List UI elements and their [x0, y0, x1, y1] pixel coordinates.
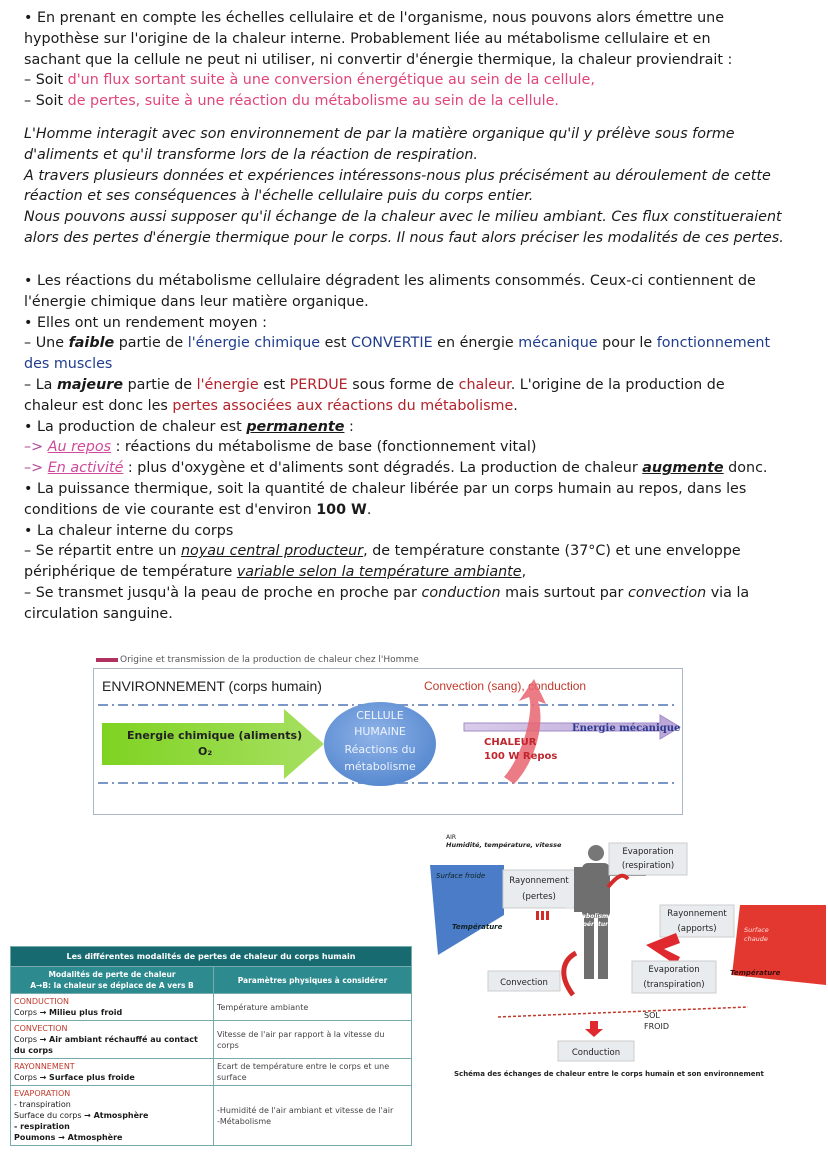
text-span: – Une: [24, 335, 69, 352]
text-span: périphérique de température: [24, 564, 237, 581]
text-span: chaleur est donc les: [24, 397, 173, 414]
highlight-text: En activité: [47, 460, 124, 477]
respiration-arrow: [608, 876, 628, 887]
box-label: Rayonnement: [509, 876, 569, 886]
heat-origin-svg: [94, 669, 682, 814]
emphasis-text: permanente: [246, 418, 345, 435]
ground-label: FROID: [644, 1022, 669, 1031]
table-row: [11, 1059, 412, 1086]
highlight-text: CONVERTIE: [351, 335, 433, 352]
text-span: donc.: [723, 460, 768, 477]
table-cell: [11, 1059, 214, 1086]
text-span: – Soit: [24, 72, 68, 89]
radiation-mark: [546, 911, 549, 920]
highlight-text: Au repos: [47, 439, 112, 456]
text-span: – La: [24, 376, 57, 393]
hot-surface-label: Surface: [744, 926, 769, 934]
ips-label: IPS: [565, 906, 573, 912]
cell-text: -Métabolisme: [217, 1116, 272, 1126]
env-label: ENVIRONNEMENT (corps humain): [102, 678, 322, 694]
text-span: : plus d'oxygène et d'aliments sont dégradés. La production de chaleur: [123, 460, 643, 477]
text-span: mais surtout par: [500, 584, 628, 601]
chemical-energy-arrow: [102, 709, 324, 779]
box-label: (respiration): [621, 861, 675, 871]
mode-label: CONVECTION: [14, 1024, 68, 1033]
table-cell: [214, 1086, 412, 1146]
cell-text: → Surface plus froide: [39, 1073, 135, 1082]
text-line: des muscles: [24, 356, 113, 373]
arrow-text: –>: [24, 439, 48, 456]
conduction-arrow: [585, 1021, 603, 1037]
highlight-text: fonctionnement: [656, 335, 771, 352]
cell-label: Réactions du: [344, 743, 416, 756]
cell-text: → Atmosphère: [84, 1111, 149, 1120]
box-label: Evaporation: [622, 847, 674, 857]
heat-origin-diagram: [93, 668, 683, 815]
heat-exchange-svg: [418, 825, 826, 1085]
arrow-text: –>: [24, 460, 48, 477]
text-span: , de température constante (37°C) et une enveloppe: [363, 543, 741, 560]
metabolism-label: Métabolisme: [569, 913, 613, 920]
emphasis-text: variable selon la température ambiante: [236, 564, 522, 581]
convection-label: Convection (sang), conduction: [424, 679, 587, 693]
convection-arrow: [564, 953, 576, 995]
heat-label: 100 W Repos: [484, 751, 558, 762]
cell-text: - respiration: [14, 1122, 70, 1131]
caption-text: Origine et transmission de la production de chaleur chez l'Homme: [120, 655, 419, 665]
emphasis-text: noyau central producteur: [180, 543, 364, 560]
highlight-text: pertes associées aux réactions du métabolisme: [172, 397, 514, 414]
highlight-text: l'énergie: [196, 376, 259, 393]
hypothesis-paragraph: [24, 124, 824, 249]
emphasis-text: convection: [627, 584, 707, 601]
table-cell: [11, 994, 214, 1021]
text-span: – Se transmet jusqu'à la peau de proche en proche par: [24, 584, 422, 601]
table-cell: [11, 1086, 214, 1146]
text-line: hypothèse sur l'origine de la chaleur interne. Probablement liée au métabolisme cellulaire et en: [24, 30, 711, 47]
table-row: [11, 1086, 412, 1146]
cell-text: -Humidité de l'air ambiant et vitesse de l'air: [217, 1105, 394, 1115]
text-span: .: [513, 397, 518, 414]
cell-text: → Air ambiant réchauffé au contact du corps: [14, 1035, 198, 1055]
text-line: [24, 375, 824, 396]
table-row: [11, 1021, 412, 1059]
text-span: – Se répartit entre un: [24, 543, 181, 560]
emphasis-text: majeure: [56, 376, 124, 393]
hot-surface-label: chaude: [744, 935, 768, 943]
figure-head: [588, 845, 604, 861]
radiation-mark: [541, 911, 544, 920]
mechanical-energy-label: Energie mécanique: [572, 723, 681, 734]
mode-label: CONDUCTION: [14, 997, 69, 1006]
text-line: Nous pouvons aussi supposer qu'il échange de la chaleur avec le milieu ambiant. Ces flux constitueraient: [24, 209, 782, 226]
cell-label: CELLULE: [356, 709, 404, 722]
intro-paragraph: [24, 8, 824, 112]
cell-text: Corps: [14, 1073, 40, 1082]
text-line: L'Homme interagit avec son environnement de par la matière organique qu'il y prélève sous forme: [24, 126, 735, 142]
text-line: [24, 396, 824, 417]
air-sub-label: Humidité, température, vitesse: [446, 841, 562, 849]
table-cell: Ecart de température entre le corps et une surface: [214, 1059, 412, 1086]
cell-text: → Milieu plus froid: [39, 1008, 123, 1017]
cell-text: - transpiration: [14, 1100, 71, 1109]
cell-text: Corps: [14, 1008, 40, 1017]
text-span: en énergie: [432, 335, 519, 352]
heat-loss-table: [10, 946, 412, 1146]
temperature-label: Température: [730, 969, 781, 977]
o2-label: O₂: [198, 745, 213, 758]
radiation-loss-marks: [536, 911, 549, 920]
text-line: réaction et ses conséquences à l'échelle cellulaire puis du corps entier.: [24, 188, 534, 205]
table-row: [11, 994, 412, 1021]
table-cell: Vitesse de l'air par rapport à la vitesse du corps: [214, 1021, 412, 1059]
text-line: circulation sanguine.: [24, 605, 173, 622]
radiation-gain-arrow: [646, 933, 680, 965]
cell-label: HUMAINE: [354, 725, 406, 738]
text-line: [24, 437, 824, 458]
cell-text: Corps: [14, 1035, 40, 1044]
text-line: l'énergie chimique dans leur matière organique.: [24, 293, 369, 310]
emphasis-text: 100 W: [316, 501, 367, 518]
diagram-caption: [96, 655, 419, 665]
mode-label: EVAPORATION: [14, 1089, 71, 1098]
figure-arm: [574, 867, 584, 912]
text-span: – Soit: [24, 93, 68, 110]
text-span: pour le: [597, 335, 657, 352]
box-label: Rayonnement: [667, 909, 727, 919]
text-line: • La puissance thermique, soit la quantité de chaleur libérée par un corps humain au repos, dans les: [24, 480, 747, 497]
text-line: [24, 541, 824, 562]
text-line: • En prenant en compte les échelles cellulaire et de l'organisme, nous pouvons alors émettre une: [24, 10, 725, 26]
box-label: Evaporation: [648, 965, 700, 975]
diagram-caption: Schéma des échanges de chaleur entre le corps humain et son environnement: [454, 1070, 764, 1078]
text-line: [24, 583, 824, 604]
table-header: Paramètres physiques à considérer: [214, 967, 412, 994]
text-span: est: [258, 376, 290, 393]
cell-label: métabolisme: [344, 760, 416, 773]
text-line: [24, 417, 824, 438]
cell-text: Surface du corps: [14, 1111, 85, 1120]
text-span: partie de: [123, 376, 197, 393]
text-span: est: [320, 335, 352, 352]
ground-label: SOL: [644, 1011, 660, 1020]
emphasis-text: faible: [68, 335, 115, 352]
temperature-label: Température: [452, 923, 503, 931]
radiation-mark: [536, 911, 539, 920]
table-cell: [11, 1021, 214, 1059]
text-line: [24, 458, 824, 479]
text-line: • Elles ont un rendement moyen :: [24, 314, 267, 331]
box-label: Convection: [500, 978, 548, 988]
caption-bar: [96, 658, 118, 662]
text-span: :: [344, 418, 354, 435]
cell-text: Poumons → Atmosphère: [14, 1133, 123, 1142]
text-span: via la: [706, 584, 750, 601]
text-span: conditions de vie courante est d'environ: [24, 501, 317, 518]
text-line: • Les réactions du métabolisme cellulaire dégradent les aliments consommés. Ceux-ci contiennent de: [24, 273, 756, 289]
highlight-text: de pertes, suite à une réaction du métabolisme au sein de la cellule.: [67, 93, 559, 110]
box-label: (pertes): [522, 892, 556, 902]
text-span: ,: [521, 564, 527, 581]
text-line: d'aliments et qu'il transforme lors de la réaction de respiration.: [24, 146, 478, 163]
ground-line: [498, 1007, 748, 1017]
text-span: • La production de chaleur est: [24, 418, 247, 435]
box-label: (transpiration): [643, 980, 705, 990]
text-span: : réactions du métabolisme de base (fonctionnement vital): [111, 439, 537, 456]
air-label: AIR: [446, 834, 457, 841]
box-label: (apports): [677, 924, 717, 934]
text-line: [24, 562, 824, 583]
text-line: • La chaleur interne du corps: [24, 522, 234, 539]
chemical-energy-label: Energie chimique (aliments): [127, 729, 303, 742]
mode-label: RAYONNEMENT: [14, 1062, 75, 1071]
box-label: Conduction: [571, 1048, 621, 1058]
header-text: Modalités de perte de chaleur: [48, 970, 176, 979]
highlight-text: d'un flux sortant suite à une conversion énergétique au sein de la cellule,: [67, 72, 595, 89]
text-line: sachant que la cellule ne peut ni utiliser, ni convertir d'énergie thermique, la chaleur proviendrait :: [24, 51, 733, 68]
text-span: .: [366, 501, 372, 518]
heat-exchange-diagram: [418, 825, 826, 1085]
table-title: Les différentes modalités de pertes de chaleur du corps humain: [11, 947, 412, 967]
emphasis-text: conduction: [421, 584, 501, 601]
text-line: alors des pertes d'énergie thermique pour le corps. Il nous faut alors préciser les modalités de ces pertes.: [24, 229, 784, 246]
text-span: sous forme de: [347, 376, 459, 393]
figure-torso: [582, 863, 610, 918]
text-line: [24, 500, 824, 521]
table-cell: Température ambiante: [214, 994, 412, 1021]
highlight-text: chaleur: [458, 376, 511, 393]
emphasis-text: augmente: [642, 460, 724, 477]
text-line: [24, 70, 824, 91]
header-text: A→B: la chaleur se déplace de A vers B: [30, 981, 194, 990]
text-line: A travers plusieurs données et expériences intéressons-nous plus précisément au déroulement de cette: [24, 167, 771, 184]
metabolism-paragraph: [24, 271, 824, 625]
table-header: [11, 967, 214, 994]
cold-surface-label: Surface froide: [436, 872, 486, 880]
highlight-text: PERDUE: [289, 376, 348, 393]
text-span: partie de: [114, 335, 188, 352]
text-line: [24, 333, 824, 354]
heat-label: CHALEUR: [484, 737, 537, 748]
text-span: . L'origine de la production de: [510, 376, 725, 393]
text-line: [24, 91, 824, 112]
body-temp-label: Température: [569, 921, 613, 928]
highlight-text: l'énergie chimique: [187, 335, 321, 352]
highlight-text: mécanique: [518, 335, 598, 352]
